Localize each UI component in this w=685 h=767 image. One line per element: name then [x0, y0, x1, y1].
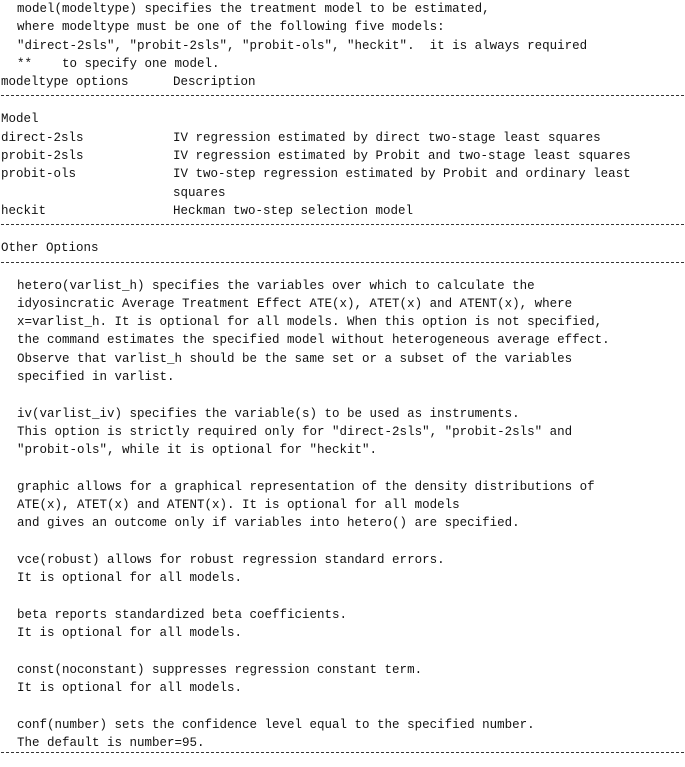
option-name: direct-2sls — [1, 130, 84, 145]
option-name: probit-ols — [1, 167, 77, 182]
paragraph-line: vce(robust) allows for robust regression standard errors. — [17, 553, 445, 568]
option-paragraph-conf — [1, 716, 684, 753]
table-row — [1, 165, 684, 202]
option-paragraph-const — [1, 661, 684, 698]
paragraph-line: and gives an outcome only if variables into hetero() are specified. — [17, 516, 520, 531]
paragraph-line: graphic allows for a graphical representation of the density distributions of — [17, 479, 595, 494]
option-paragraph-iv — [1, 405, 684, 460]
option-description: Heckman two-step selection model — [173, 203, 414, 218]
option-paragraph-graphic — [1, 478, 684, 533]
option-paragraph-beta — [1, 606, 684, 643]
table-row — [1, 129, 684, 147]
section-other-options: Other Options — [1, 241, 99, 256]
paragraph-line: It is optional for all models. — [17, 626, 243, 641]
option-name: probit-2sls — [1, 149, 84, 164]
help-document — [1, 0, 684, 767]
option-name: heckit — [1, 203, 47, 218]
paragraph-line: It is optional for all models. — [17, 571, 243, 586]
header-options: modeltype options — [1, 75, 129, 90]
intro-line: ** to specify one model. — [17, 56, 220, 71]
intro-line: "direct-2sls", "probit-2sls", "probit-ols", "heckit". it is always required — [17, 38, 588, 53]
paragraph-line: The default is number=95. — [17, 735, 205, 750]
option-description: IV regression estimated by Probit and two-stage least squares — [173, 149, 631, 164]
header-description: Description — [173, 75, 256, 90]
paragraph-line: ATE(x), ATET(x) and ATENT(x). It is optional for all models — [17, 498, 460, 513]
paragraph-line: hetero(varlist_h) specifies the variables over which to calculate the — [17, 278, 535, 293]
divider — [1, 752, 684, 762]
table-row — [1, 202, 684, 220]
intro-line: model(modeltype) specifies the treatment model to be estimated, — [17, 2, 490, 16]
paragraph-line: specified in varlist. — [17, 370, 175, 385]
paragraph-line: beta reports standardized beta coefficients. — [17, 607, 348, 622]
divider — [1, 262, 684, 272]
option-paragraph-vce — [1, 551, 684, 588]
section-model: Model — [1, 112, 39, 127]
divider — [1, 224, 684, 234]
intro-line: where modeltype must be one of the following five models: — [17, 20, 445, 35]
table-header — [1, 73, 684, 91]
paragraph-line: conf(number) sets the confidence level equal to the specified number. — [17, 717, 535, 732]
table-row — [1, 147, 684, 165]
option-description: IV two-step regression estimated by Probit and ordinary least — [173, 167, 631, 182]
paragraph-line: It is optional for all models. — [17, 681, 243, 696]
paragraph-line: This option is strictly required only for "direct-2sls", "probit-2sls" and — [17, 424, 573, 439]
paragraph-line: the command estimates the specified model without heterogeneous average effect. — [17, 333, 610, 348]
option-description: IV regression estimated by direct two-stage least squares — [173, 130, 601, 145]
intro-block — [1, 0, 684, 73]
paragraph-line: iv(varlist_iv) specifies the variable(s) to be used as instruments. — [17, 406, 520, 421]
paragraph-line: const(noconstant) suppresses regression constant term. — [17, 662, 423, 677]
paragraph-line: Observe that varlist_h should be the same set or a subset of the variables — [17, 351, 573, 366]
option-paragraph-hetero — [1, 277, 684, 387]
divider — [1, 95, 684, 105]
paragraph-line: x=varlist_h. It is optional for all models. When this option is not specified, — [17, 315, 603, 330]
option-description: squares — [173, 185, 226, 200]
paragraph-line: idyosincratic Average Treatment Effect ATE(x), ATET(x) and ATENT(x), where — [17, 296, 573, 311]
paragraph-line: "probit-ols", while it is optional for "heckit". — [17, 443, 378, 458]
